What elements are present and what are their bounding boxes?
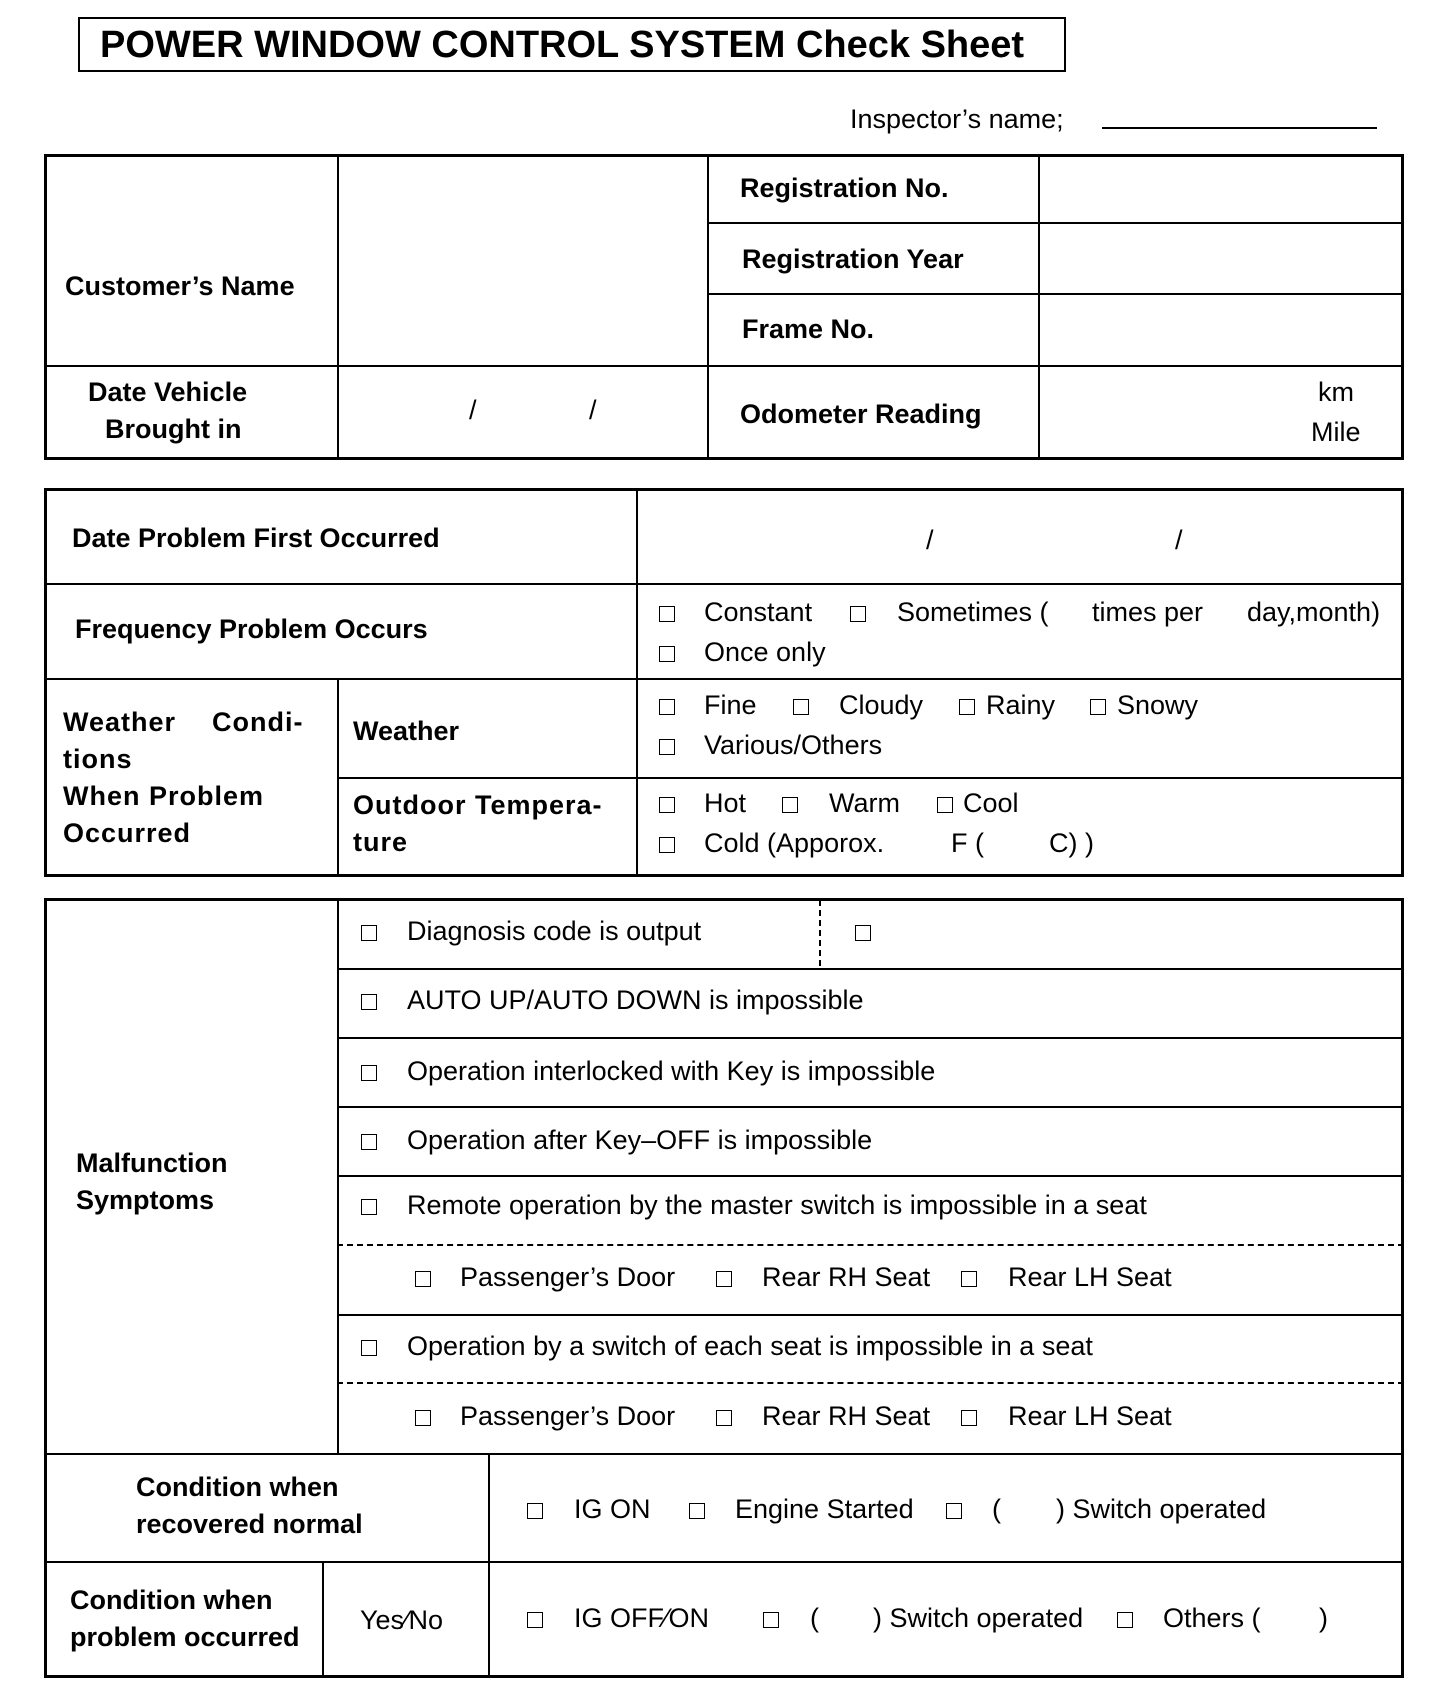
after-key-off-option: Operation after Key–OFF is impossible bbox=[407, 1125, 873, 1155]
remote-master-checkbox[interactable] bbox=[361, 1199, 377, 1215]
divider bbox=[337, 968, 1404, 970]
occurred-switch-checkbox[interactable] bbox=[763, 1612, 779, 1628]
seat-rear-rh-option: Rear RH Seat bbox=[762, 1401, 931, 1431]
recovered-label-line2: recovered normal bbox=[136, 1509, 363, 1539]
date-brought-label-line2: Brought in bbox=[105, 414, 242, 444]
diagnosis-option: Diagnosis code is output bbox=[407, 916, 702, 946]
date-first-occurred-label: Date Problem First Occurred bbox=[72, 523, 440, 553]
remote-master-option: Remote operation by the master switch is impossible in a seat bbox=[407, 1190, 1147, 1220]
occurred-switch-option: ) Switch operated bbox=[873, 1603, 1084, 1633]
divider bbox=[44, 583, 1404, 585]
various-checkbox[interactable] bbox=[659, 739, 675, 755]
fine-checkbox[interactable] bbox=[659, 699, 675, 715]
celsius-text: C) ) bbox=[1049, 828, 1094, 858]
seat-rear-lh-option: Rear LH Seat bbox=[1008, 1401, 1172, 1431]
recovered-engine-option: Engine Started bbox=[735, 1494, 914, 1524]
customer-name-field[interactable] bbox=[340, 157, 704, 363]
snowy-checkbox[interactable] bbox=[1090, 699, 1106, 715]
yes-no-text: Yes⁄No bbox=[360, 1605, 444, 1635]
unit-km: km bbox=[1318, 377, 1354, 407]
remote-passenger-checkbox[interactable] bbox=[415, 1271, 431, 1287]
sometimes-checkbox[interactable] bbox=[850, 606, 866, 622]
divider bbox=[44, 678, 1404, 680]
various-option: Various/Others bbox=[704, 730, 883, 760]
each-seat-option: Operation by a switch of each seat is impossible in a seat bbox=[407, 1331, 1093, 1361]
times-per-text: times per bbox=[1092, 597, 1204, 627]
after-key-off-checkbox[interactable] bbox=[361, 1134, 377, 1150]
conditions-word: Condi- bbox=[212, 707, 304, 737]
once-only-checkbox[interactable] bbox=[659, 646, 675, 662]
divider bbox=[44, 365, 1404, 367]
seat-passenger-checkbox[interactable] bbox=[415, 1410, 431, 1426]
fine-option: Fine bbox=[704, 690, 757, 720]
remote-passenger-option: Passenger’s Door bbox=[460, 1262, 676, 1292]
recovered-label-line1: Condition when bbox=[136, 1472, 339, 1502]
date-separator: / bbox=[589, 395, 597, 425]
weather-conditions-line4: Occurred bbox=[63, 818, 192, 848]
outdoor-temp-label-line1: Outdoor Tempera- bbox=[353, 790, 603, 820]
occurred-ig-checkbox[interactable] bbox=[527, 1612, 543, 1628]
dashed-divider bbox=[337, 1244, 1404, 1246]
occurred-paren-open: ( bbox=[810, 1603, 819, 1633]
registration-no-field[interactable] bbox=[1041, 157, 1401, 220]
weather-conditions-line3: When Problem bbox=[63, 781, 265, 811]
day-month-text: day,month) bbox=[1247, 597, 1381, 627]
divider bbox=[1038, 154, 1040, 460]
cold-checkbox[interactable] bbox=[659, 837, 675, 853]
diagnosis-code-checkbox[interactable] bbox=[855, 925, 871, 941]
recovered-ig-on-option: IG ON bbox=[574, 1494, 651, 1524]
warm-checkbox[interactable] bbox=[782, 797, 798, 813]
remote-rear-lh-checkbox[interactable] bbox=[961, 1271, 977, 1287]
rainy-option: Rainy bbox=[986, 690, 1056, 720]
inspector-label: Inspector’s name; bbox=[850, 104, 1064, 134]
weather-conditions-label bbox=[63, 704, 304, 741]
cold-option: Cold (Apporox. bbox=[704, 828, 885, 858]
diagnosis-checkbox[interactable] bbox=[361, 925, 377, 941]
auto-up-down-option: AUTO UP/AUTO DOWN is impossible bbox=[407, 985, 864, 1015]
recovered-switch-option: ) Switch operated bbox=[1056, 1494, 1267, 1524]
occurred-others-checkbox[interactable] bbox=[1117, 1612, 1133, 1628]
divider bbox=[707, 222, 1404, 224]
frequency-label: Frequency Problem Occurs bbox=[75, 614, 428, 644]
warm-option: Warm bbox=[829, 788, 900, 818]
divider bbox=[337, 1175, 1404, 1177]
remote-rear-lh-option: Rear LH Seat bbox=[1008, 1262, 1172, 1292]
remote-rear-rh-option: Rear RH Seat bbox=[762, 1262, 931, 1292]
malfunction-label-line2: Symptoms bbox=[76, 1185, 215, 1215]
hot-checkbox[interactable] bbox=[659, 797, 675, 813]
frame-no-label: Frame No. bbox=[742, 314, 875, 344]
customer-name-label: Customer’s Name bbox=[65, 271, 295, 301]
divider bbox=[636, 488, 638, 877]
recovered-engine-checkbox[interactable] bbox=[689, 1503, 705, 1519]
cloudy-option: Cloudy bbox=[839, 690, 924, 720]
divider bbox=[707, 154, 709, 460]
snowy-option: Snowy bbox=[1117, 690, 1199, 720]
divider bbox=[44, 1453, 1404, 1455]
once-only-option: Once only bbox=[704, 637, 826, 667]
seat-rear-rh-checkbox[interactable] bbox=[716, 1410, 732, 1426]
odometer-label: Odometer Reading bbox=[740, 399, 982, 429]
recovered-ig-on-checkbox[interactable] bbox=[527, 1503, 543, 1519]
occurred-ig-option: IG OFF⁄ON bbox=[574, 1603, 709, 1633]
cool-option: Cool bbox=[963, 788, 1019, 818]
divider bbox=[337, 154, 339, 460]
constant-option: Constant bbox=[704, 597, 813, 627]
fahrenheit-text: F ( bbox=[951, 828, 984, 858]
divider bbox=[707, 293, 1404, 295]
cool-checkbox[interactable] bbox=[937, 797, 953, 813]
hot-option: Hot bbox=[704, 788, 747, 818]
date-separator: / bbox=[926, 525, 934, 555]
occurred-others-option: Others ( bbox=[1163, 1603, 1261, 1633]
seat-passenger-option: Passenger’s Door bbox=[460, 1401, 676, 1431]
divider bbox=[337, 1037, 1404, 1039]
remote-rear-rh-checkbox[interactable] bbox=[716, 1271, 732, 1287]
each-seat-checkbox[interactable] bbox=[361, 1340, 377, 1356]
occurred-paren-close: ) bbox=[1319, 1603, 1328, 1633]
seat-rear-lh-checkbox[interactable] bbox=[961, 1410, 977, 1426]
auto-up-down-checkbox[interactable] bbox=[361, 994, 377, 1010]
malfunction-label-line1: Malfunction bbox=[76, 1148, 228, 1178]
occurred-label-line2: problem occurred bbox=[70, 1622, 300, 1652]
outdoor-temp-label-line2: ture bbox=[353, 827, 409, 857]
date-brought-label-line1: Date Vehicle bbox=[88, 377, 248, 407]
weather-conditions-word: Weather bbox=[63, 707, 177, 737]
weather-label: Weather bbox=[353, 716, 460, 746]
frame-no-field[interactable] bbox=[1041, 296, 1401, 363]
occurred-label-line1: Condition when bbox=[70, 1585, 273, 1615]
recovered-switch-checkbox[interactable] bbox=[946, 1503, 962, 1519]
divider bbox=[337, 1106, 1404, 1108]
inspector-name-field[interactable] bbox=[1102, 127, 1377, 129]
cloudy-checkbox[interactable] bbox=[793, 699, 809, 715]
registration-year-field[interactable] bbox=[1041, 225, 1401, 291]
date-separator: / bbox=[1175, 525, 1183, 555]
rainy-checkbox[interactable] bbox=[959, 699, 975, 715]
divider bbox=[337, 1314, 1404, 1316]
constant-checkbox[interactable] bbox=[659, 606, 675, 622]
sometimes-option: Sometimes ( bbox=[897, 597, 1049, 627]
dashed-divider bbox=[819, 900, 821, 966]
unit-mile: Mile bbox=[1311, 417, 1361, 447]
registration-no-label: Registration No. bbox=[740, 173, 949, 203]
registration-year-label: Registration Year bbox=[742, 244, 964, 274]
divider bbox=[337, 777, 1404, 779]
divider bbox=[488, 1453, 490, 1678]
recovered-paren-open: ( bbox=[992, 1494, 1001, 1524]
key-interlock-option: Operation interlocked with Key is impossible bbox=[407, 1056, 936, 1086]
weather-conditions-line2: tions bbox=[63, 744, 133, 774]
divider bbox=[44, 1561, 1404, 1563]
date-separator: / bbox=[469, 395, 477, 425]
key-interlock-checkbox[interactable] bbox=[361, 1065, 377, 1081]
divider bbox=[322, 1561, 324, 1678]
dashed-divider bbox=[337, 1382, 1404, 1384]
page-title: POWER WINDOW CONTROL SYSTEM Check Sheet bbox=[100, 24, 1025, 66]
